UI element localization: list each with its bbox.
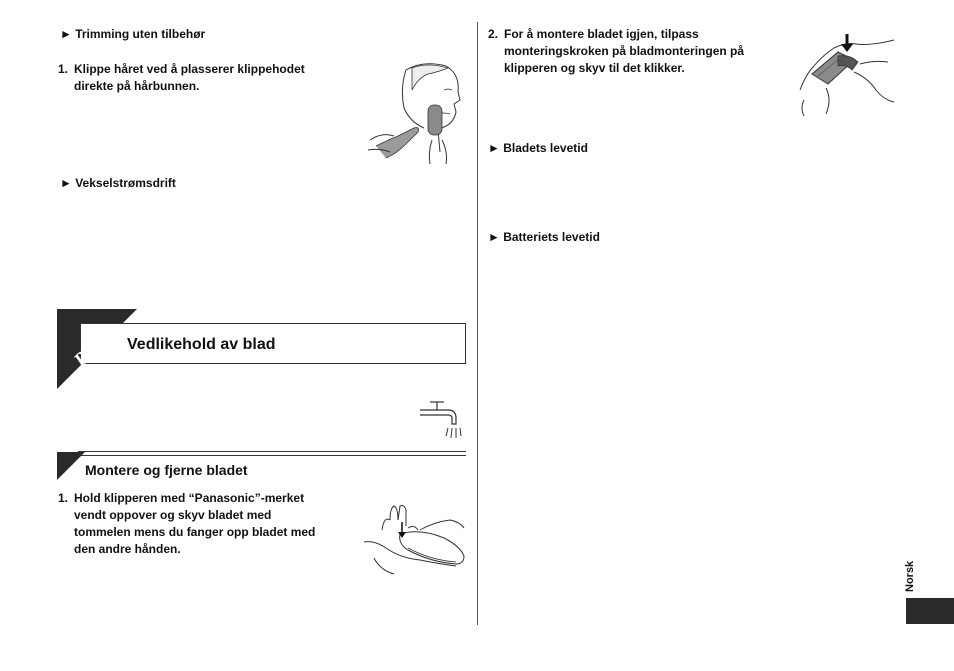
step-text-line1: Hold klipperen med “Panasonic”-merket	[74, 491, 305, 505]
faucet-icon	[418, 398, 462, 442]
step-text-line2: direkte på hårbunnen.	[74, 79, 200, 93]
language-tab-label: Norsk	[904, 560, 916, 592]
language-tab-block	[906, 598, 954, 624]
subsection-rule-top	[78, 451, 466, 452]
trim-step-1	[58, 61, 358, 97]
step-text-line2: monteringskroken på bladmonteringen på	[504, 44, 745, 58]
blade-mount-illustration	[798, 30, 896, 116]
hands-removing-blade-illustration	[360, 500, 466, 578]
subsection-triangle	[57, 452, 85, 480]
step-number: 2.	[488, 27, 499, 41]
step-text-line1: For å montere bladet igjen, tilpass	[504, 27, 699, 41]
blade-step-1	[58, 490, 358, 560]
subsection-rule-bottom	[78, 455, 466, 456]
battery-life-heading: ► Batteriets levetid	[488, 230, 600, 244]
step-number: 1.	[58, 491, 69, 505]
section-tag-label: Pleie	[70, 326, 115, 371]
trimming-heading: ► Trimming uten tilbehør	[60, 27, 206, 41]
man-trimming-illustration	[368, 60, 466, 166]
blade-step-2	[488, 26, 788, 80]
step-text-line3: klipperen og skyv til det klikker.	[504, 61, 685, 75]
step-text-line2: vendt oppover og skyv bladet med	[74, 508, 272, 522]
step-text-line4: den andre hånden.	[74, 542, 181, 556]
subsection-title: Montere og fjerne bladet	[85, 462, 248, 478]
step-text-line3: tommelen mens du fanger opp bladet med	[74, 525, 316, 539]
step-number: 1.	[58, 62, 69, 76]
column-divider	[477, 22, 478, 625]
section-title: Vedlikehold av blad	[127, 336, 276, 353]
blade-life-heading: ► Bladets levetid	[488, 141, 588, 155]
ac-operation-heading: ► Vekselstrømsdrift	[60, 176, 176, 190]
step-text-line1: Klippe håret ved å plasserer klippehodet	[74, 62, 305, 76]
